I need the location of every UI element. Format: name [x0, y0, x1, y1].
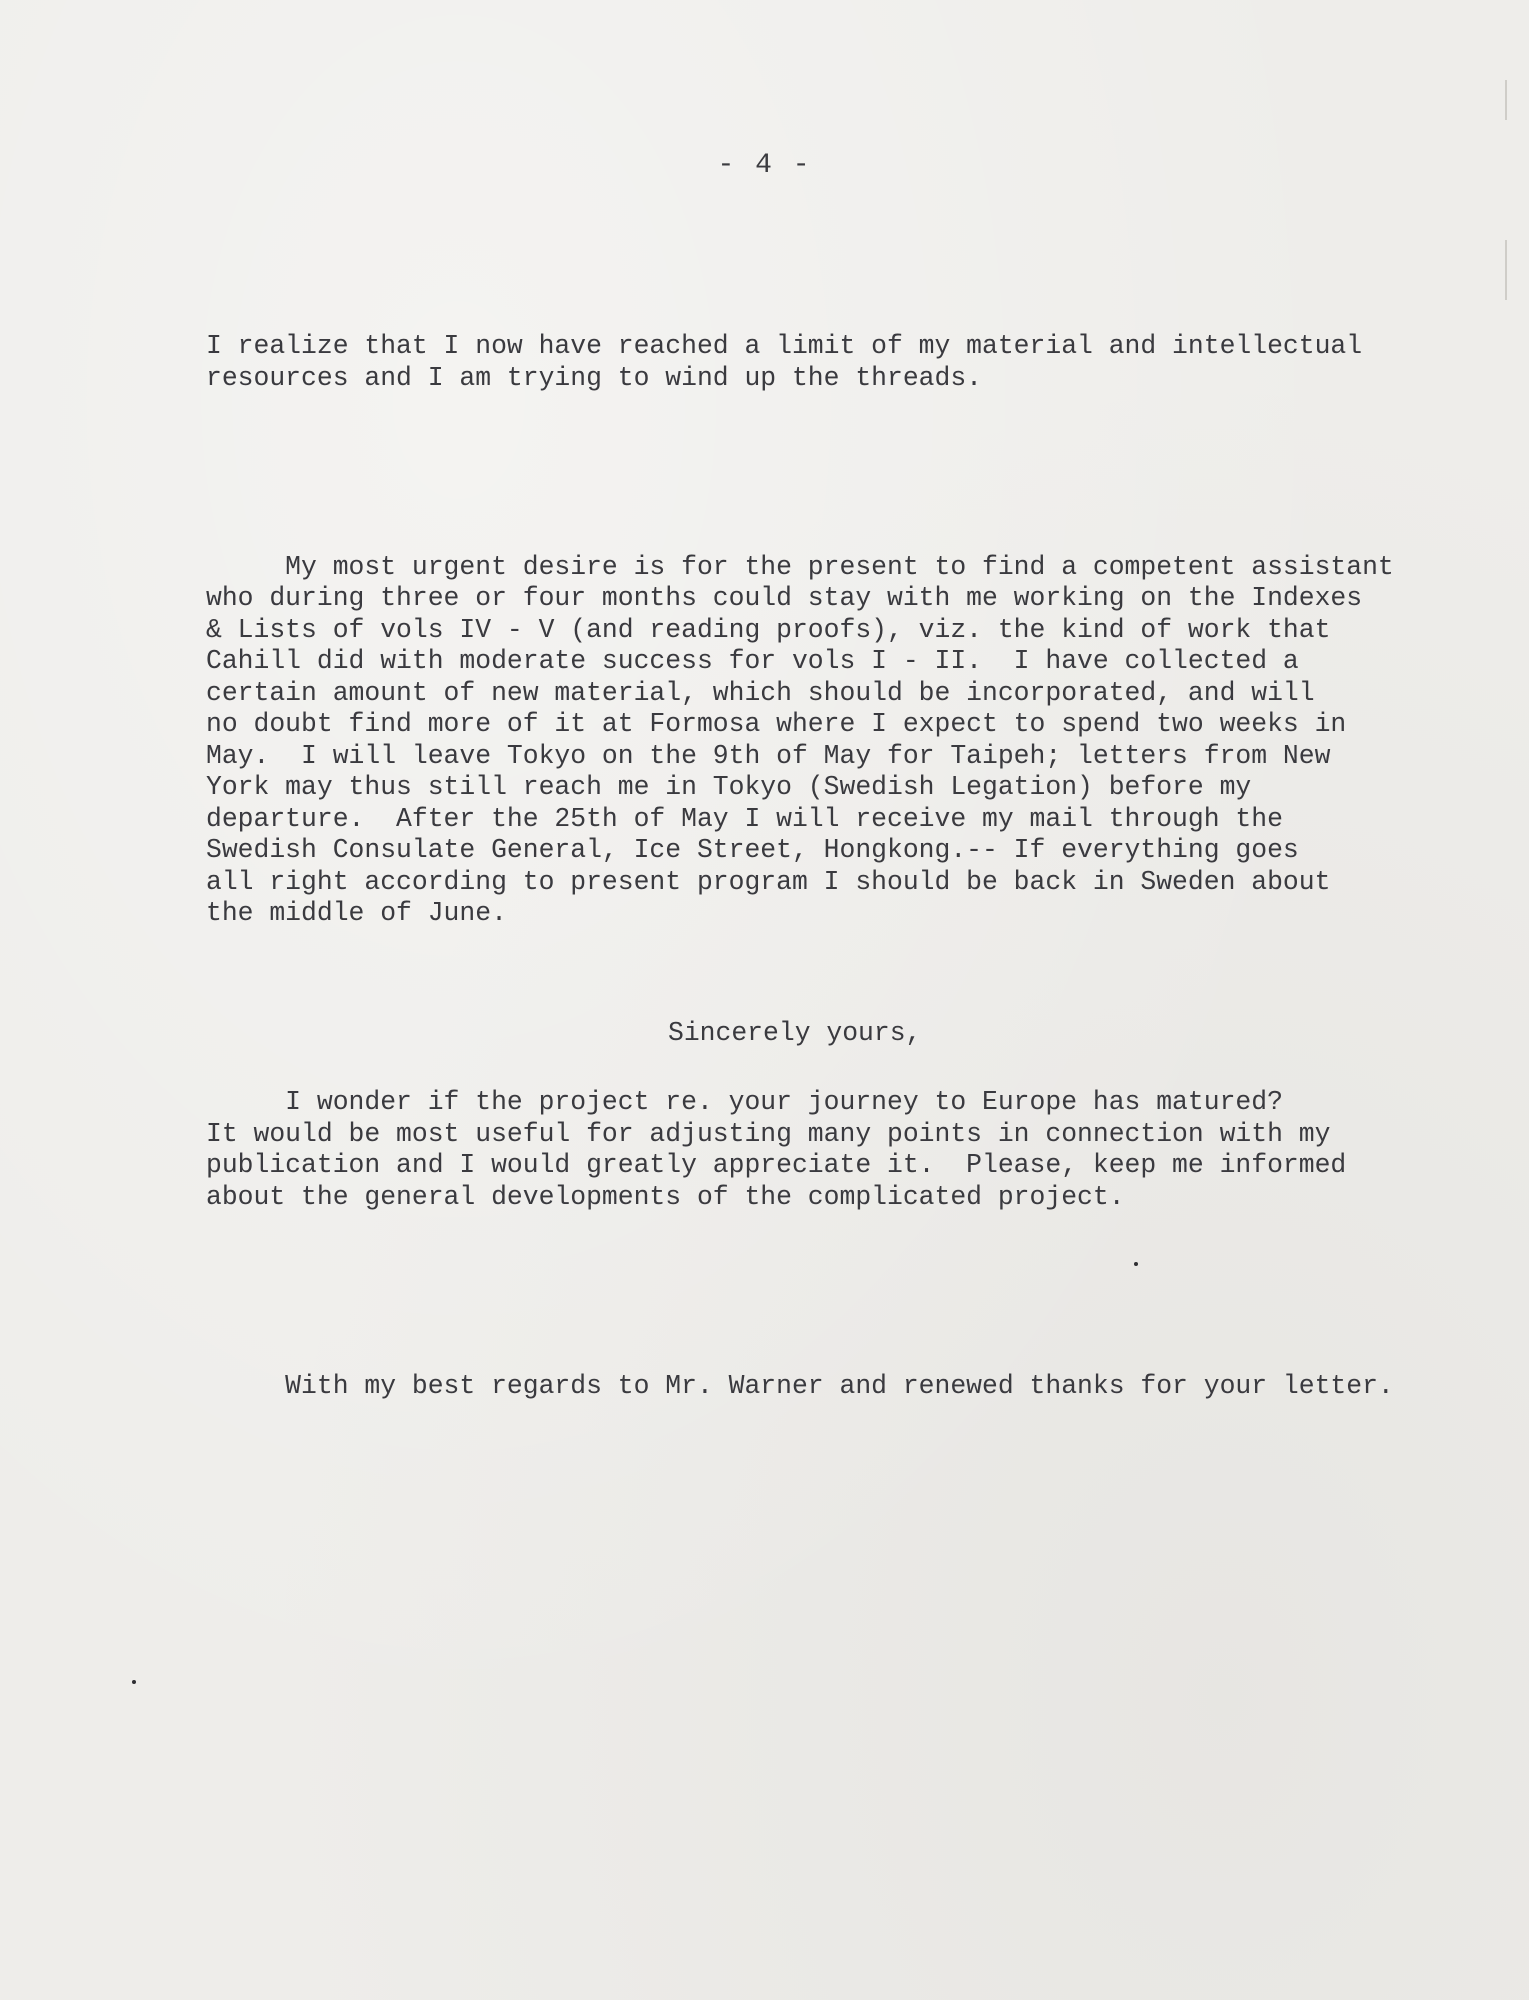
text-line: York may thus still reach me in Tokyo (Swedish Legation) before my	[206, 772, 1252, 802]
text-line: about the general developments of the complicated project.	[206, 1181, 1125, 1212]
closing-salutation: Sincerely yours,	[668, 1018, 922, 1048]
text-line: With my best regards to Mr. Warner and renewed thanks for your letter.	[206, 1370, 1394, 1401]
paper-edge-mark	[1505, 240, 1507, 300]
paragraph-3	[206, 1024, 1346, 1276]
paper-speck	[1134, 1262, 1138, 1266]
text-line: Swedish Consulate General, Ice Street, Hongkong.-- If everything goes	[206, 835, 1299, 865]
paragraph-4	[206, 1308, 1394, 1466]
paragraph-2	[206, 489, 1394, 993]
text-line: I realize that I now have reached a limit of my material and intellectual	[206, 331, 1363, 361]
text-line: certain amount of new material, which should be incorporated, and will	[206, 677, 1315, 708]
paper-edge-mark	[1505, 80, 1507, 120]
text-line: My most urgent desire is for the present to find a competent assistant	[206, 551, 1394, 582]
paragraph-1	[206, 268, 1363, 457]
letter-body	[206, 268, 1394, 1497]
text-line: who during three or four months could stay with me working on the Indexes	[206, 583, 1363, 613]
text-line: resources and I am trying to wind up the threads.	[206, 362, 983, 393]
text-line: I wonder if the project re. your journey to Europe has matured?	[206, 1087, 1283, 1117]
text-line: Cahill did with moderate success for vols I - II. I have collected a	[206, 646, 1299, 676]
paper-speck	[132, 1680, 136, 1684]
text-line: publication and I would greatly appreciate it. Please, keep me informed	[206, 1150, 1347, 1180]
page-number: - 4 -	[717, 150, 812, 181]
text-line: the middle of June.	[206, 898, 507, 928]
text-line: no doubt find more of it at Formosa where I expect to spend two weeks in	[206, 709, 1347, 739]
text-line: departure. After the 25th of May I will receive my mail through the	[206, 803, 1283, 834]
text-line: It would be most useful for adjusting many points in connection with my	[206, 1118, 1331, 1149]
text-line: & Lists of vols IV - V (and reading proofs), viz. the kind of work that	[206, 614, 1331, 645]
text-line: May. I will leave Tokyo on the 9th of May for Taipeh; letters from New	[206, 740, 1331, 771]
text-line: all right according to present program I should be back in Sweden about	[206, 866, 1331, 897]
